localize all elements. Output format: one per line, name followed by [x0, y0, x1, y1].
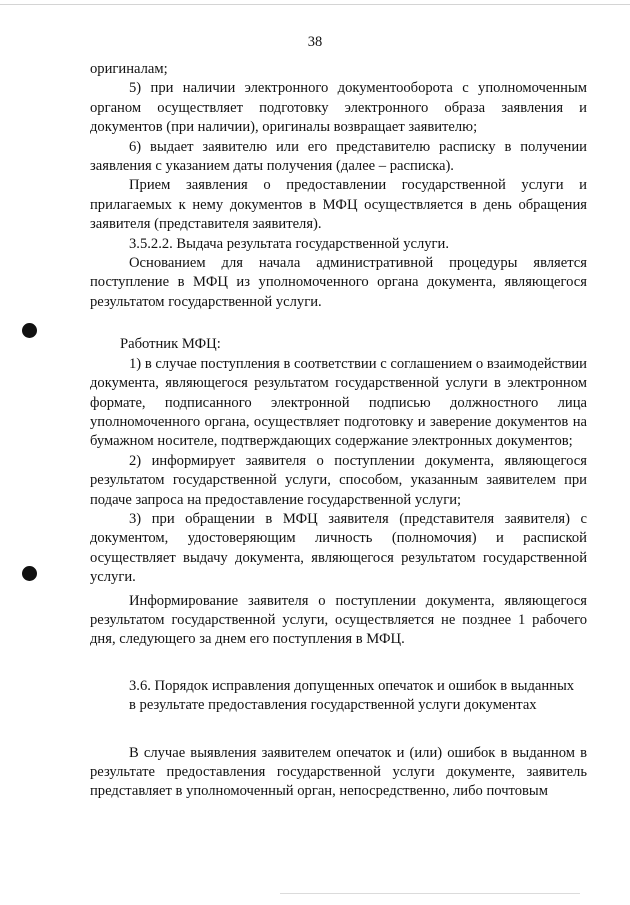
- punch-hole-top: [22, 323, 37, 338]
- paragraph-worker-item-1: 1) в случае поступления в соответствии с соглашением о взаимодействии документа, являющегося результатом государственной услуги в электронном формате, подписанного электронной подписью должностного лица уполномоченного органа, осуществляет подготовку и заверение документов на бумажном носителе, подтверждающих содержание электронных документов;: [90, 355, 587, 450]
- scan-edge-bottom: [280, 893, 580, 894]
- paragraph-item-5: 5) при наличии электронного документооборота с уполномоченным органом осуществляет подготовку электронного образа заявления и документов (при наличии), оригиналы возвращает заявителю;: [90, 80, 587, 136]
- paragraph-errors: В случае выявления заявителем опечаток и (или) ошибок в выданном в результате предоставления государственной услуги документе, заявитель представляет в уполномоченный орган, непосредственно, либо почтовым: [90, 744, 587, 800]
- paragraph-informing: Информирование заявителя о поступлении документа, являющегося результатом государственной услуги, осуществляется не позднее 1 рабочего дня, следующего за днем его поступления в МФЦ.: [90, 592, 587, 648]
- paragraph-worker-item-2: 2) информирует заявителя о поступлении документа, являющегося результатом государственной услуги, способом, указанным заявителем при подаче запроса на предоставление государственной услуги;: [90, 452, 587, 508]
- section-heading-line-2: в результате предоставления государственной услуги документах: [129, 697, 537, 714]
- section-heading-3-6: [90, 677, 587, 716]
- section-heading-line-1: 3.6. Порядок исправления допущенных опечаток и ошибок в выданных: [129, 677, 575, 694]
- punch-hole-bottom: [22, 566, 37, 581]
- document-body: [90, 60, 587, 802]
- paragraph-worker-item-3: 3) при обращении в МФЦ заявителя (представителя заявителя) с документом, удостоверяющим личность (полномочия) и распиской осуществляет выдачу документа, являющегося результатом государственной услуги.: [90, 510, 587, 586]
- paragraph-reception: Прием заявления о предоставлении государственной услуги и прилагаемых к нему документов в МФЦ осуществляется в день обращения заявителя (представителя заявителя).: [90, 177, 587, 233]
- scan-edge-top: [0, 4, 630, 5]
- paragraph-continuation: оригиналам;: [90, 61, 168, 77]
- paragraph-basis: Основанием для начала административной процедуры является поступление в МФЦ из уполномоченного органа документа, являющегося результатом государственной услуги.: [90, 255, 587, 310]
- subsection-title-3-5-2-2: 3.5.2.2. Выдача результата государственной услуги.: [129, 235, 449, 252]
- paragraph-mfc-worker: Работник МФЦ:: [120, 336, 221, 353]
- page-number: 38: [307, 34, 323, 50]
- paragraph-item-6: 6) выдает заявителю или его представителю расписку в получении заявления с указанием даты получения (далее – расписка).: [90, 138, 587, 175]
